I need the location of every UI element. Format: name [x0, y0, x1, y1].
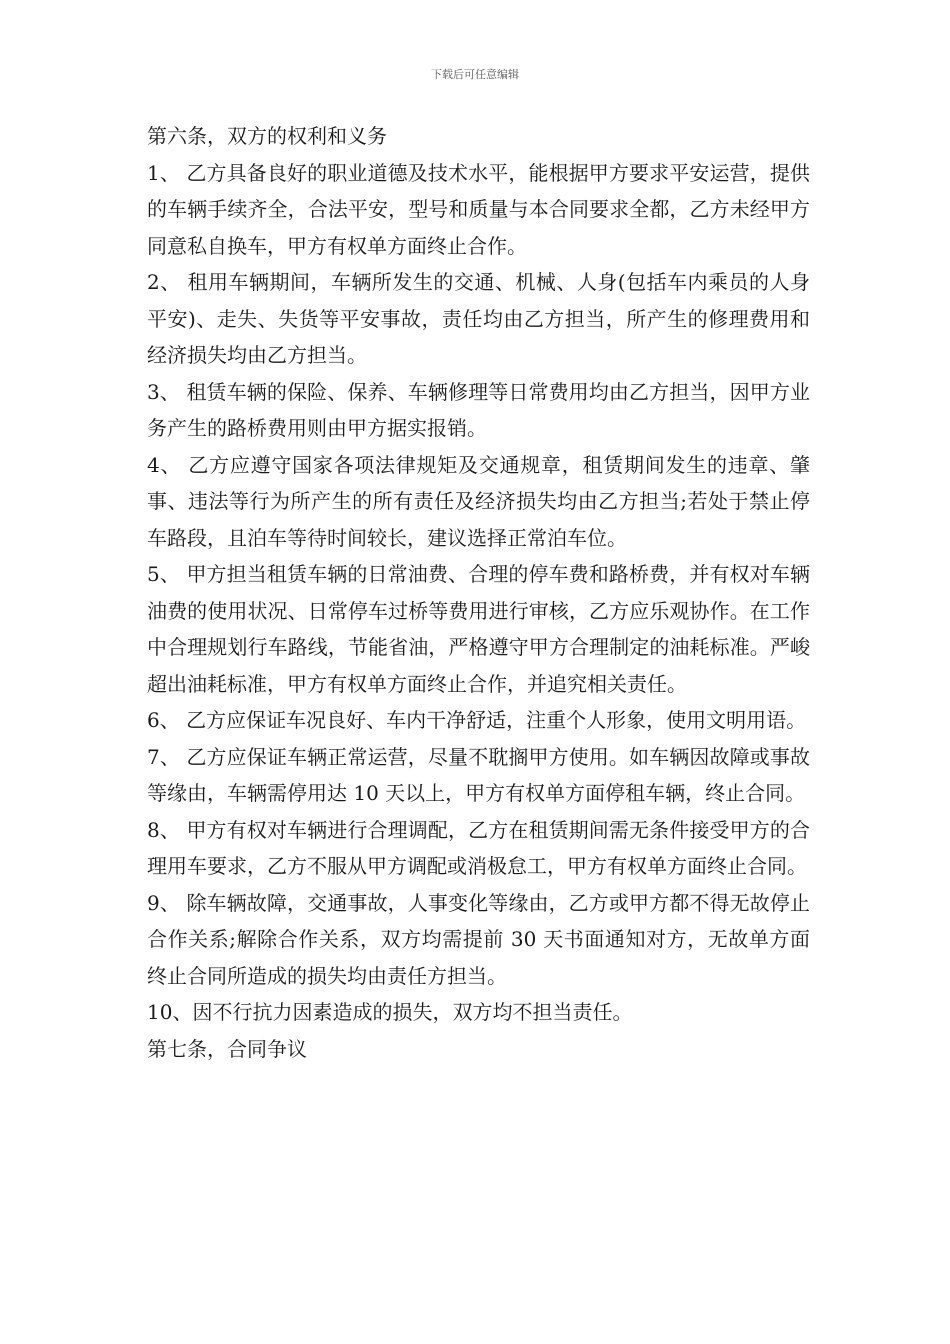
clause-number: 6、: [147, 708, 187, 732]
clause-item: [147, 374, 810, 447]
clause-item: [147, 885, 810, 995]
clause-item: [147, 264, 810, 374]
clause-text: 因不行抗力因素造成的损失，双方均不担当责任。: [192, 1000, 633, 1024]
clause-item: [147, 702, 810, 739]
clause-text: 乙方应保证车辆正常运营，尽量不耽搁甲方使用。如车辆因故障或事故等缘由，车辆需停用达 10 天以上，甲方有权单方面停租车辆，终止合同。: [147, 744, 810, 805]
clause-text: 乙方具备良好的职业道德及技术水平，能根据甲方要求平安运营，提供的车辆手续齐全，合法平安，型号和质量与本合同要求全都，乙方未经甲方同意私自换车，甲方有权单方面终止合作。: [147, 160, 810, 258]
clause-text: 租用车辆期间，车辆所发生的交通、机械、人身(包括车内乘员的人身平安)、走失、失货等平安事故，责任均由乙方担当，所产生的修理费用和经济损失均由乙方担当。: [147, 270, 810, 367]
clause-item: [147, 994, 810, 1031]
clause-item: [147, 812, 810, 885]
clause-item: [147, 155, 810, 265]
clause-number: 4、: [147, 452, 189, 477]
clause-list: [147, 155, 810, 1031]
clause-number: 3、: [147, 379, 187, 404]
clause-text: 乙方应保证车况良好、车内干净舒适，注重个人形象，使用文明用语。: [186, 708, 807, 732]
page-header-note: 下载后可任意编辑: [431, 68, 519, 81]
clause-number: 10、: [147, 1000, 193, 1024]
clause-item: [147, 556, 810, 702]
clause-text: 甲方有权对车辆进行合理调配，乙方在租赁期间需无条件接受甲方的合理用车要求，乙方不服从甲方调配或消极怠工，甲方有权单方面终止合同。: [147, 817, 810, 878]
clause-text: 除车辆故障，交通事故，人事变化等缘由，乙方或甲方都不得无故停止合作关系;解除合作关系，双方均需提前 30 天书面通知对方，无故单方面终止合同所造成的损失均由责任方担当。: [147, 890, 810, 988]
section-6-title: 第六条，双方的权利和义务: [147, 124, 387, 148]
clause-number: 8、: [147, 817, 187, 842]
clause-number: 9、: [147, 890, 187, 915]
clause-number: 5、: [147, 562, 187, 586]
clause-item: [147, 739, 810, 812]
clause-text: 甲方担当租赁车辆的日常油费、合理的停车费和路桥费，并有权对车辆油费的使用状况、日常停车过桥等费用进行审核，乙方应乐观协作。在工作中合理规划行车路线，节能省油，严格遵守甲方合理制定的油耗标准。严峻超出油耗标准，甲方有权单方面终止合作，并追究相关责任。: [147, 562, 810, 696]
clause-number: 7、: [147, 744, 187, 769]
clause-text: 租赁车辆的保险、保养、车辆修理等日常费用均由乙方担当，因甲方业务产生的路桥费用则由甲方据实报销。: [147, 379, 810, 440]
section-7-title: 第七条，合同争议: [147, 1036, 307, 1061]
clause-item: [147, 447, 810, 557]
clause-number: 2、: [147, 270, 188, 294]
clause-text: 乙方应遵守国家各项法律规矩及交通规章，租赁期间发生的违章、肇事、违法等行为所产生的所有责任及经济损失均由乙方担当;若处于禁止停车路段，且泊车等待时间较长，建议选择正常泊车位。: [147, 452, 810, 550]
document-body: [147, 118, 810, 1067]
clause-number: 1、: [147, 160, 187, 185]
